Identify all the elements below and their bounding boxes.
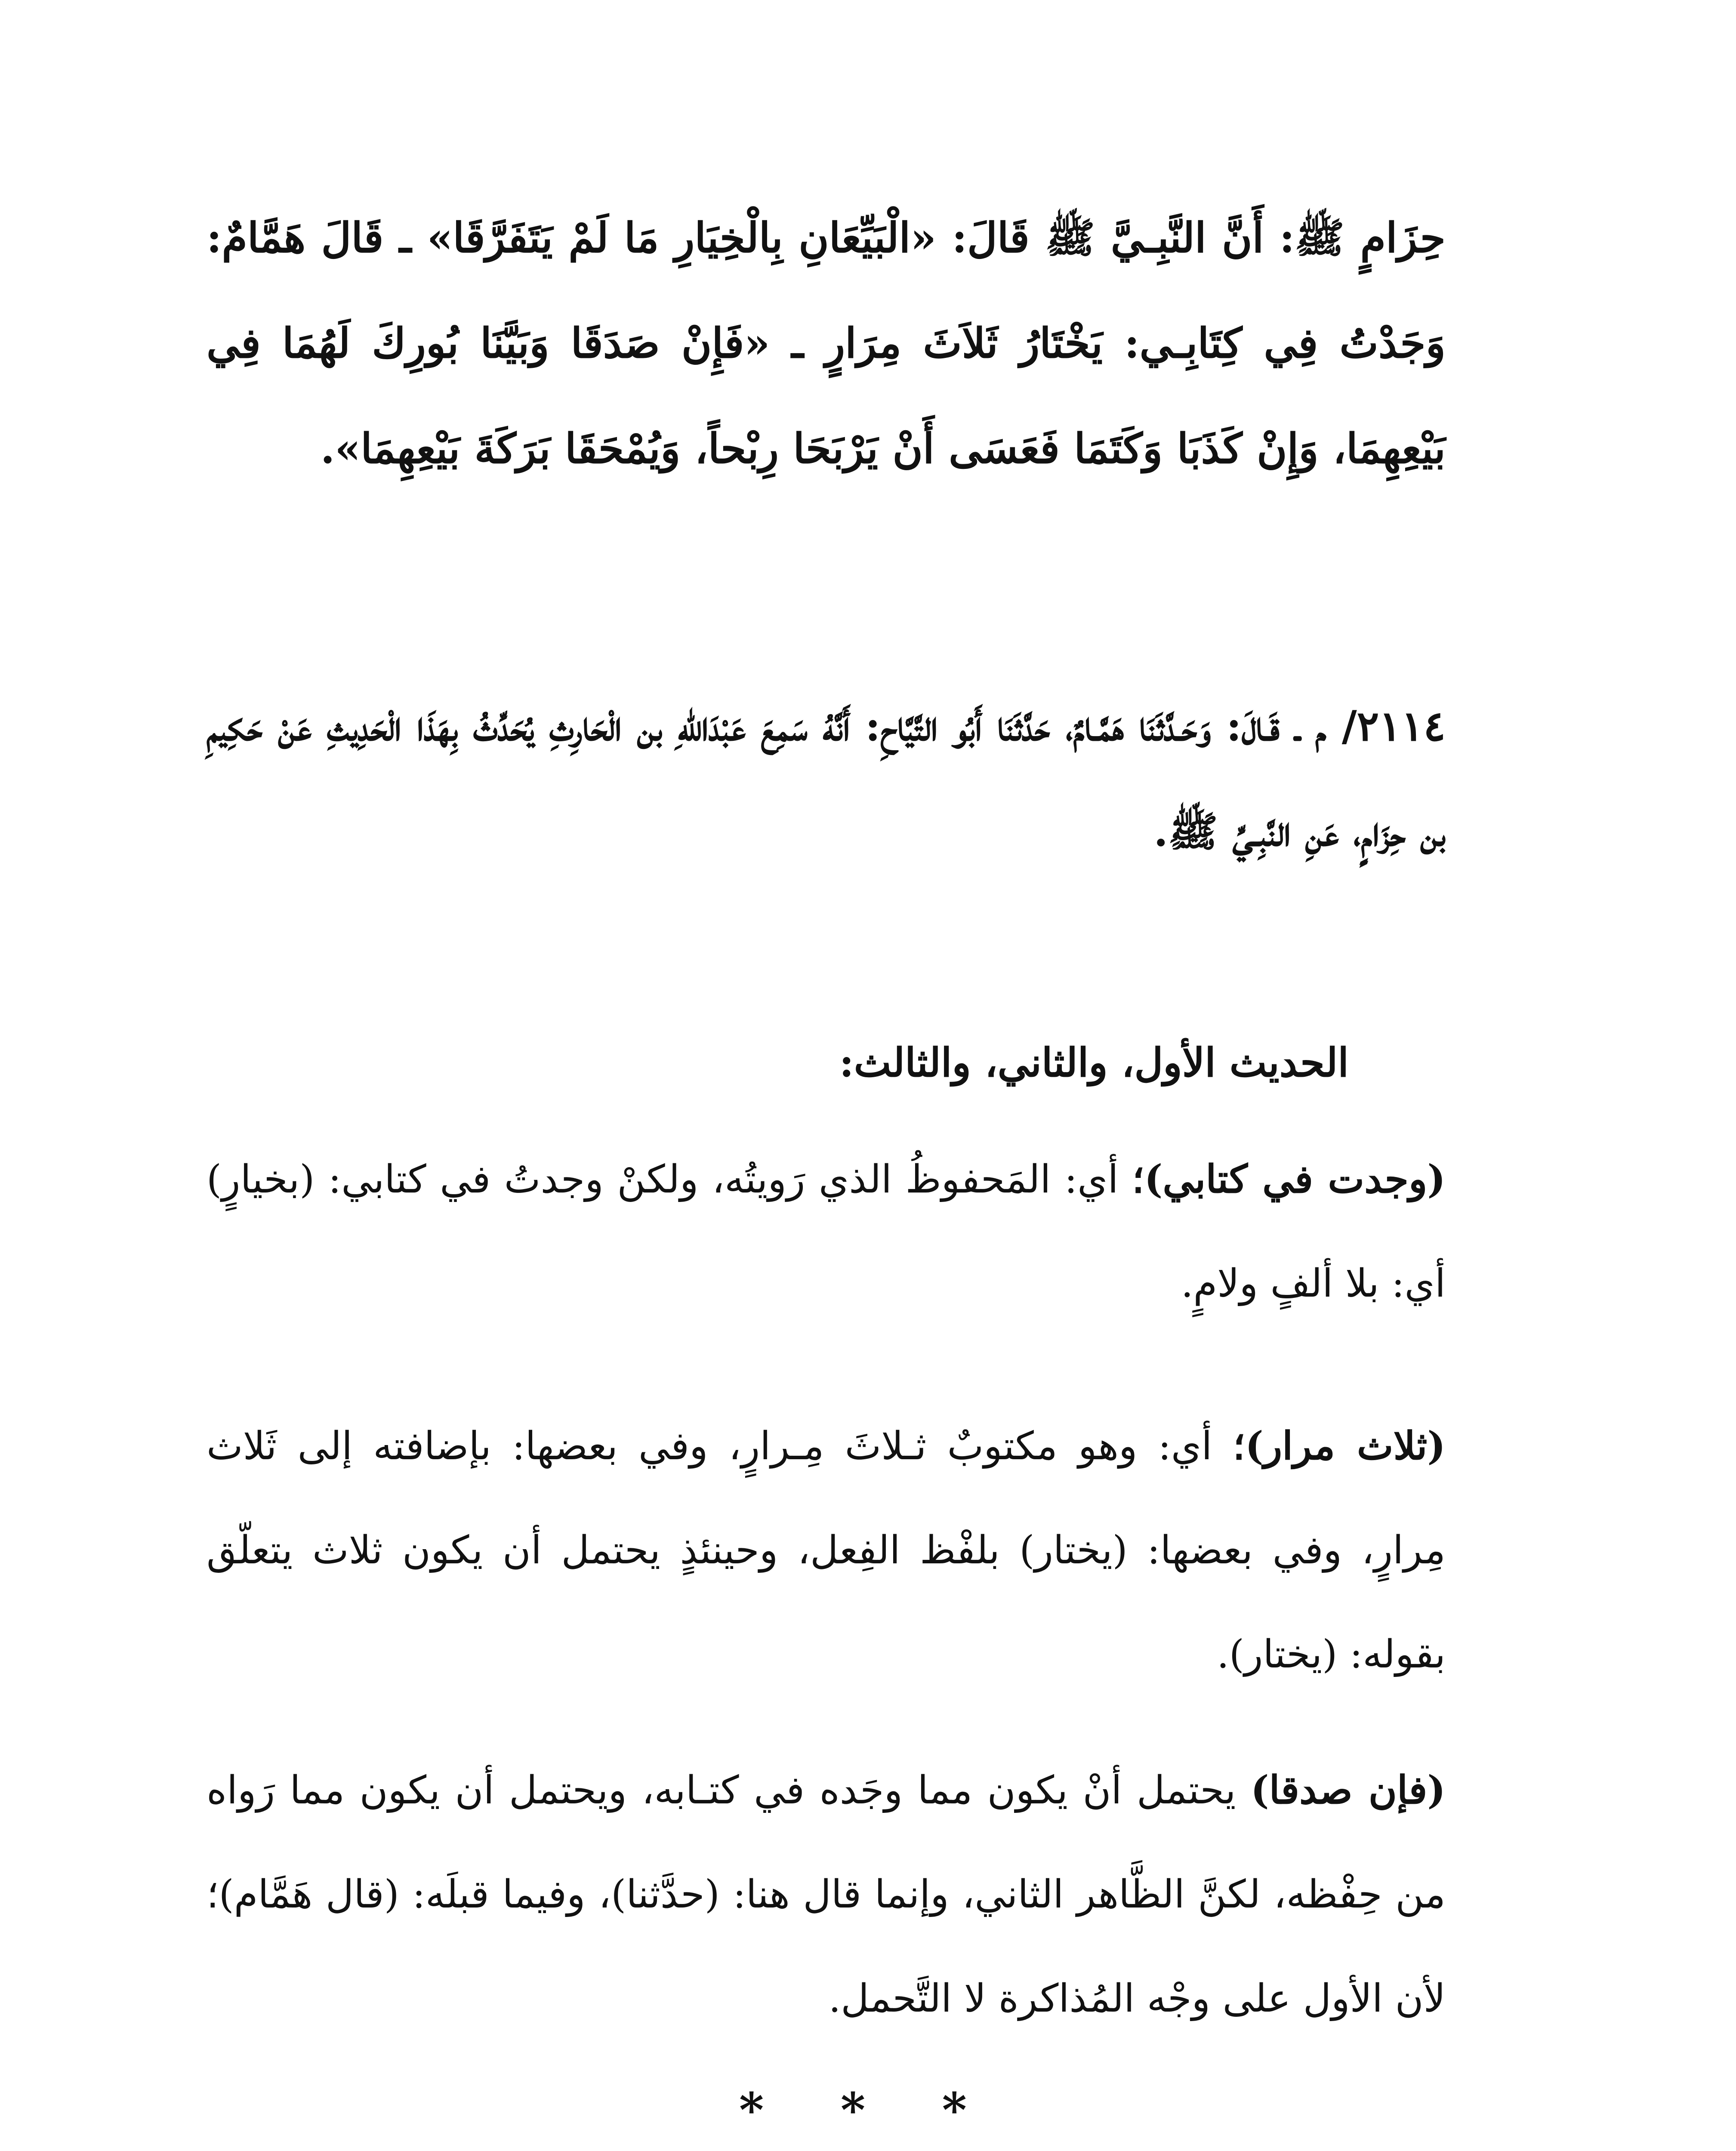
- commentary-3-label: (فإن صدقا): [1251, 1767, 1446, 1813]
- commentary-3-text: يحتمل أنْ يكون مما وجَده في كتـابه، ويحتمل أن يكون مما رَواه من حِفْظه، لكنَّ الظَّاهر الثاني، وإنما قال هنا: (حدَّثنا)، وفيما قبلَه: (قال هَمَّام)؛ لأن الأول على وجْه المُذاكرة لا التَّحمل.: [207, 1768, 1446, 2021]
- hadith-text-continuation: حِزَامٍ ﷺ: أَنَّ النَّبِـيَّ ﷺ قَالَ: «الْبَيِّعَانِ بِالْخِيَارِ مَا لَمْ يَتَفَرَّقَا» ـ قَالَ هَمَّامٌ: وَجَدْتُ فِي كِتَابِـي: يَخْتَارُ ثَلاَثَ مِرَارٍ ـ «فَإِنْ صَدَقَا وَبَيَّنَا بُورِكَ لَهُمَا فِي بَيْعِهِمَا، وَإِنْ كَذَبَا وَكَتَمَا فَعَسَى أَنْ يَرْبَحَا رِبْحاً، وَيُمْحَقَا بَرَكَةَ بَيْعِهِمَا».: [207, 213, 1446, 473]
- commentary-1-label: (وجدت في كتابي)؛: [1132, 1156, 1446, 1202]
- hadith-2114-text: ٢١١٤/ م ـ قَـالَ: وَحَـدَّثَنَا هَمَّـامٌ، حَدَّثَنَا أَبُو التَّيَّاحِ: أَنَّهُ سَمِعَ عَبْدَاللهِ بن الْحَارِثِ يُحَدِّثُ بِهَذَا الْحَدِيثِ عَنْ حَكِيمِ بن حِزَامٍ، عَنِ النَّبِـيِّ ﷺ.: [207, 702, 1446, 856]
- commentary-paragraph-2: [207, 1394, 1446, 1707]
- commentary-1-text: أي: المَحفوظُ الذي رَويتُه، ولكنْ وجدتُ في كتابي: (بخيارٍ) أي: بلا ألفٍ ولامٍ.: [207, 1157, 1446, 1306]
- commentary-2-text: أي: وهو مكتوبٌ ثـلاثَ مِـرارٍ، وفي بعضها: بإضافته إلى ثَلاث مِرارٍ، وفي بعضها: (يختار) بلفْظ الفِعل، وحينئذٍ يحتمل أن يكون ثلاث يتعلّق بقوله: (يختار).: [207, 1424, 1446, 1677]
- section-heading: الحديث الأول، والثاني، والثالث:: [839, 1039, 1349, 1086]
- commentary-paragraph-1: [207, 1127, 1446, 1336]
- section-separator: * * *: [739, 2082, 997, 2138]
- commentary-2-label: (ثلاث مرار)؛: [1233, 1423, 1446, 1469]
- commentary-paragraph-3: [207, 1738, 1446, 2051]
